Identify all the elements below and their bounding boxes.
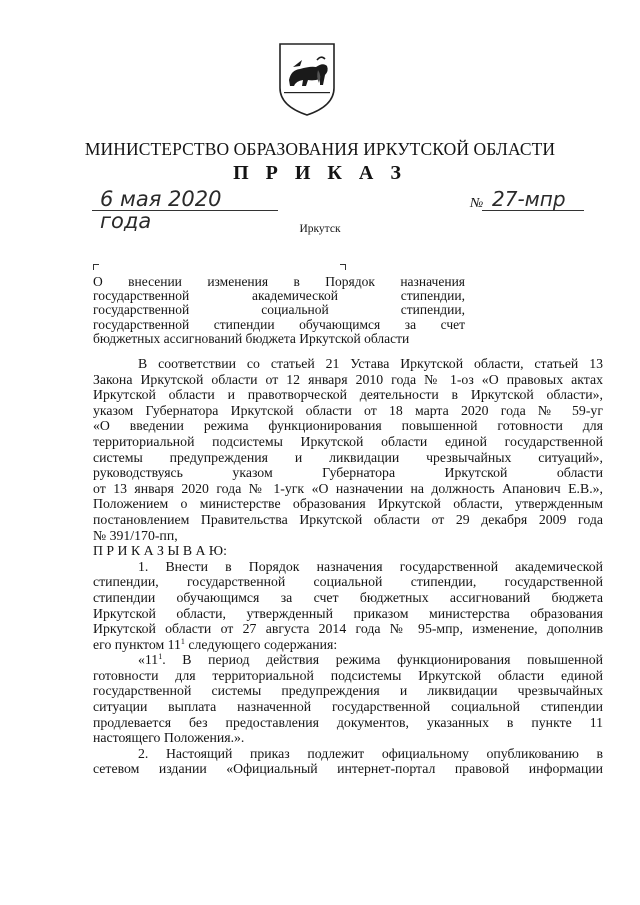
item1-line: 1. Внести в Порядок назначения государственной академической: [138, 558, 603, 574]
item2-line: 2. Настоящий приказ подлежит официальному опубликованию в: [138, 745, 603, 761]
preamble-line: постановлением Правительства Иркутской области от 29 декабря 2009 года: [93, 511, 603, 527]
quote-line: ситуации выплата назначенной государственной социальной стипендии: [93, 699, 603, 715]
preamble-line: В соответствии со статьей 21 Устава Иркутской области, статьей 13: [138, 356, 603, 371]
subject-line: государственной стипендии обучающимся за счет: [93, 316, 465, 332]
subject-line: государственной социальной стипендии,: [93, 302, 465, 318]
item1-line: [93, 637, 603, 653]
quote-line: настоящего Положения.».: [93, 730, 245, 746]
document-title: П Р И К А З: [233, 162, 407, 184]
superscript: 1: [158, 652, 163, 662]
order-word: П Р И К А З Ы В А Ю:: [93, 543, 227, 559]
item1-tail-text: следующего содержания:: [184, 636, 338, 652]
subject-corner-left: [93, 264, 99, 270]
item1-line: стипендии обучающимся за счет бюджетных ассигнований бюджета: [93, 589, 603, 605]
quote-line: государственной системы предупреждения и ликвидации чрезвычайных: [93, 683, 603, 699]
preamble-line: указом Губернатора Иркутской области от 18 марта 2020 года № 59-уг: [93, 402, 603, 418]
superscript: 1: [180, 636, 185, 646]
item2-line: сетевом издании «Официальный интернет-портал правовой информации: [93, 761, 603, 777]
preamble-line: от 13 января 2020 года № 1-угк «О назначении на должность Апанович Е.В.»,: [93, 480, 603, 496]
subject-line: государственной академической стипендии,: [93, 288, 465, 304]
quote-line: продлевается без предоставления документов, указанных в пункте 11: [93, 714, 603, 730]
preamble-line: Иркутской области и правотворческой деятельности в Иркутской области»,: [93, 387, 603, 403]
ministry-name: МИНИСТЕРСТВО ОБРАЗОВАНИЯ ИРКУТСКОЙ ОБЛАСТИ: [84, 139, 556, 159]
preamble-line: «О введении режима функционирования повышенной готовности для: [93, 418, 603, 434]
subject-corner-right: [340, 264, 346, 270]
preamble-line: территориальной подсистемы Иркутской области единой государственной: [93, 433, 603, 449]
date-handwritten: 6 мая 2020 года: [92, 188, 278, 211]
item1-tail-text: его пунктом 11: [93, 636, 181, 652]
quote-text: . В период действия режима функционирования повышенной: [162, 652, 603, 668]
preamble-line: Положением о министерстве образования Иркутской области, утвержденным: [93, 496, 603, 512]
quote-line: готовности для территориальной подсистемы Иркутской области единой: [93, 667, 603, 683]
document-body: [93, 356, 603, 777]
subject-line: бюджетных ассигнований бюджета Иркутской области: [93, 330, 410, 346]
city-name: Иркутск: [299, 223, 341, 235]
subject-block: [93, 275, 465, 346]
preamble-line: системы предупреждения и ликвидации чрезвычайных ситуаций»,: [93, 449, 603, 465]
quote-text: «11: [138, 652, 159, 668]
number-label: №: [470, 196, 484, 211]
quote-line: [93, 652, 603, 668]
preamble-line: Закона Иркутской области от 12 января 2010 года № 1-оз «О правовых актах: [93, 371, 603, 387]
preamble-line: руководствуясь указом Губернатора Иркутской области: [93, 465, 603, 481]
coat-of-arms-emblem: [276, 40, 338, 118]
item1-line: Иркутской области от 27 августа 2014 года № 95-мпр, изменение, дополнив: [93, 621, 603, 637]
preamble-line: № 391/170-пп,: [93, 527, 178, 543]
subject-line: О внесении изменения в Порядок назначения: [93, 274, 465, 289]
item1-line: стипендии, государственной социальной стипендии, государственной: [93, 574, 603, 590]
item1-line: Иркутской области, утвержденный приказом министерства образования: [93, 605, 603, 621]
order-number-handwritten: 27-мпр: [482, 188, 584, 211]
